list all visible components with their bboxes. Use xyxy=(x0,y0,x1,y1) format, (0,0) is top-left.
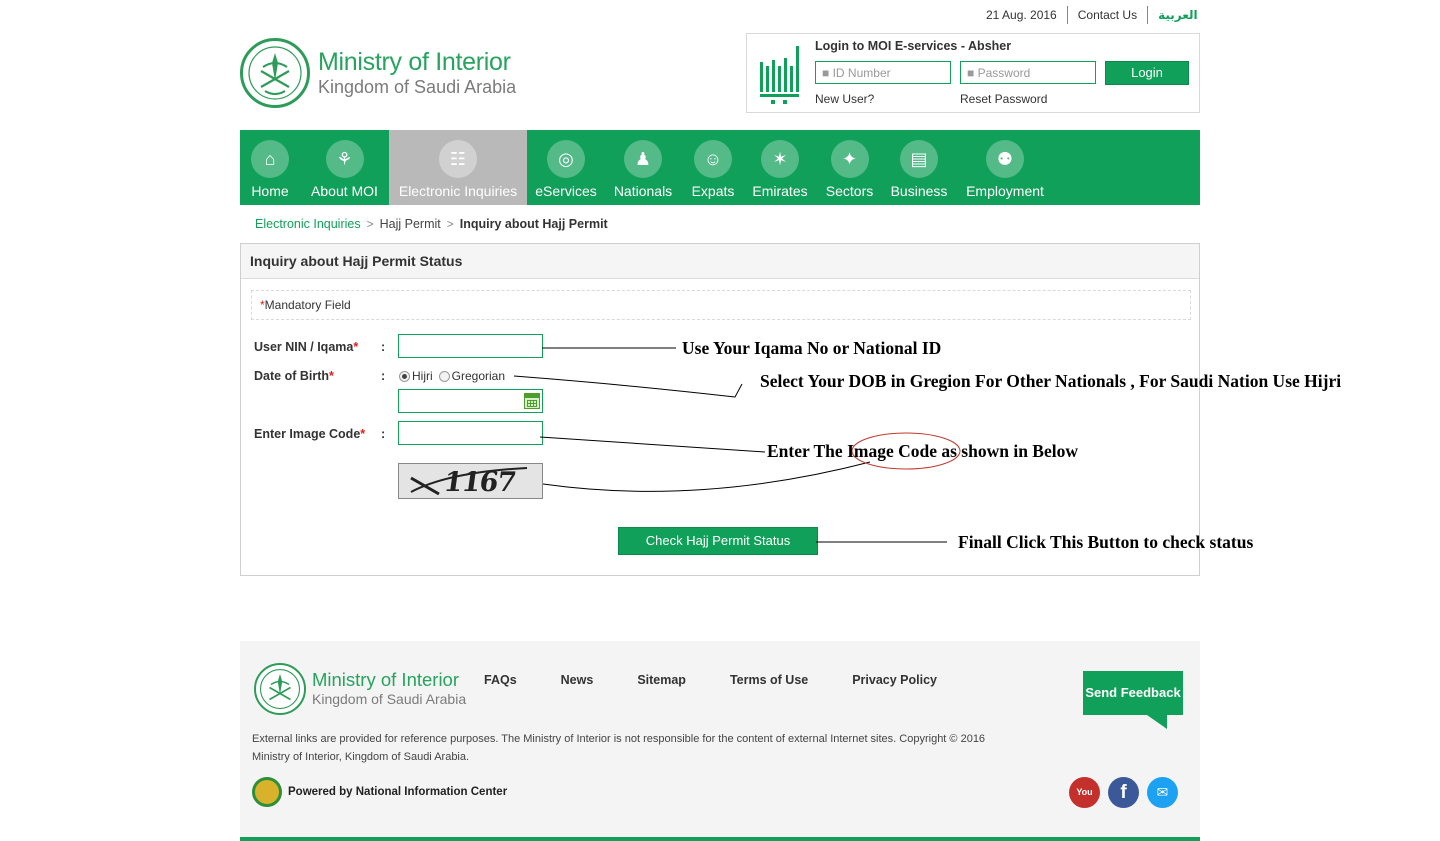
absher-logo-icon xyxy=(757,44,803,106)
site-logo[interactable] xyxy=(240,38,516,108)
home-icon: ⌂ xyxy=(251,140,289,178)
logo-subtitle: Kingdom of Saudi Arabia xyxy=(318,77,517,97)
nav-about-moi[interactable] xyxy=(300,130,389,205)
breadcrumb-electronic-inquiries[interactable]: Electronic Inquiries xyxy=(255,217,361,231)
colon: : xyxy=(381,369,386,383)
powered-by xyxy=(252,777,507,807)
nav-electronic-inquiries[interactable] xyxy=(389,130,527,205)
feedback-tail xyxy=(1147,715,1167,729)
nin-iqama-input[interactable] xyxy=(398,334,543,358)
annotation-image-code-highlight: Image Code xyxy=(847,441,937,461)
annotation-dob: Select Your DOB in Gregion For Other Nationals , For Saudi Nation Use Hijri xyxy=(760,371,1342,391)
lock-icon: ■ xyxy=(967,66,975,80)
footer-links xyxy=(484,673,981,687)
footer-link-privacy[interactable]: Privacy Policy xyxy=(852,673,937,687)
nav-employment[interactable] xyxy=(954,130,1056,205)
image-code-input[interactable] xyxy=(398,421,543,445)
dob-label xyxy=(254,369,334,383)
nav-home[interactable] xyxy=(240,130,300,205)
gregorian-radio[interactable] xyxy=(439,371,450,382)
nav-label: About MOI xyxy=(311,183,378,199)
dob-label-text: Date of Birth xyxy=(254,369,329,383)
logo-title: Ministry of Interior xyxy=(318,48,511,76)
calendar-type-radios xyxy=(399,369,505,383)
breadcrumb-hajj-permit[interactable]: Hajj Permit xyxy=(379,217,441,231)
nav-label: Expats xyxy=(691,183,735,199)
nav-emirates[interactable] xyxy=(745,130,815,205)
expats-icon: ☺ xyxy=(694,140,732,178)
nav-label: Nationals xyxy=(613,183,673,199)
nav-label: Sectors xyxy=(825,183,874,199)
footer-logo-title: Ministry of Interior xyxy=(312,669,460,690)
nic-logo-icon xyxy=(252,777,282,807)
date-of-birth-input[interactable] xyxy=(398,389,543,413)
employment-icon: ⚉ xyxy=(986,140,1024,178)
gregorian-label: Gregorian xyxy=(451,369,506,383)
footer xyxy=(240,641,1200,841)
nin-label-text: User NIN / Iqama xyxy=(254,340,354,354)
youtube-icon[interactable]: You xyxy=(1069,777,1100,808)
hijri-label: Hijri xyxy=(412,369,433,383)
nin-label xyxy=(254,340,358,354)
breadcrumb-current: Inquiry about Hajj Permit xyxy=(459,217,608,231)
main-navigation xyxy=(240,130,1200,205)
new-user-link[interactable]: New User? xyxy=(815,92,875,106)
nav-label: Business xyxy=(890,183,948,199)
arabic-language-link[interactable]: العربية xyxy=(1147,6,1208,24)
password-placeholder: Password xyxy=(977,66,1031,80)
form-title: Inquiry about Hajj Permit Status xyxy=(241,244,1199,279)
calendar-icon[interactable] xyxy=(524,393,540,409)
moi-emblem-icon xyxy=(254,663,306,715)
annotation-image-code-part1: Enter The xyxy=(767,441,848,461)
captcha-text: 1167 xyxy=(441,467,518,498)
chevron-right-icon: > xyxy=(446,217,454,231)
image-code-label xyxy=(254,427,365,441)
footer-logo-subtitle: Kingdom of Saudi Arabia xyxy=(312,691,467,707)
nav-label: Home xyxy=(251,183,289,199)
footer-disclaimer: External links are provided for reference purposes. The Ministry of Interior is not responsible for the content of external Internet sites. Copyright © 2016 Ministry of Interior, Kingdom of Saudi Arabia. xyxy=(252,733,986,763)
colon: : xyxy=(381,340,386,354)
footer-link-terms[interactable]: Terms of Use xyxy=(729,673,809,687)
current-date: 21 Aug. 2016 xyxy=(986,8,1057,22)
annotation-iqama: Use Your Iqama No or National ID xyxy=(682,338,942,358)
globe-icon: ◎ xyxy=(547,140,585,178)
nav-label: eServices xyxy=(535,183,597,199)
nav-eservices[interactable] xyxy=(527,130,605,205)
required-asterisk: * xyxy=(360,427,366,441)
powered-by-text: Powered by National Information Center xyxy=(288,786,508,798)
emirates-icon: ✶ xyxy=(761,140,799,178)
nav-sectors[interactable] xyxy=(815,130,884,205)
captcha-image xyxy=(398,463,543,499)
hijri-radio[interactable] xyxy=(399,371,410,382)
id-number-placeholder: ID Number xyxy=(832,66,891,80)
briefcase-icon: ▤ xyxy=(900,140,938,178)
nav-nationals[interactable] xyxy=(605,130,681,205)
inquiries-icon: ☷ xyxy=(439,140,477,178)
nationals-icon: ♟ xyxy=(624,140,662,178)
nav-expats[interactable] xyxy=(681,130,745,205)
hajj-permit-form-panel xyxy=(240,243,1200,576)
contact-us-link[interactable]: Contact Us xyxy=(1067,6,1147,24)
required-asterisk: * xyxy=(329,369,334,383)
absher-login-box xyxy=(746,33,1200,113)
send-feedback-button[interactable]: Send Feedback xyxy=(1083,671,1183,715)
login-button[interactable]: Login xyxy=(1105,61,1189,85)
check-hajj-permit-button[interactable]: Check Hajj Permit Status xyxy=(618,527,818,555)
reset-password-link[interactable]: Reset Password xyxy=(960,92,1048,106)
nav-label: Electronic Inquiries xyxy=(398,183,518,199)
user-icon: ■ xyxy=(822,66,830,80)
annotation-button: Finall Click This Button to check status xyxy=(958,532,1254,552)
annotation-image-code-part2: as shown in Below xyxy=(936,441,1078,461)
login-title: Login to MOI E-services - Absher xyxy=(815,39,1012,53)
sectors-icon: ✦ xyxy=(831,140,869,178)
required-asterisk: * xyxy=(353,340,359,354)
annotation-image-code xyxy=(767,441,1078,462)
id-number-input[interactable] xyxy=(815,61,951,84)
emblem-icon: ⚘ xyxy=(326,140,364,178)
mandatory-field-note xyxy=(251,290,1191,320)
nav-label: Emirates xyxy=(752,183,808,199)
footer-link-sitemap[interactable]: Sitemap xyxy=(637,673,686,687)
footer-logo[interactable] xyxy=(254,663,466,715)
moi-emblem-icon xyxy=(240,38,310,108)
top-utility-bar xyxy=(980,6,1208,24)
colon: : xyxy=(381,427,386,441)
password-input[interactable] xyxy=(960,61,1096,84)
chevron-right-icon: > xyxy=(366,217,374,231)
facebook-icon[interactable]: f xyxy=(1108,777,1139,808)
required-asterisk: * xyxy=(260,298,265,312)
image-code-label-text: Enter Image Code xyxy=(254,427,361,441)
nav-label: Employment xyxy=(966,183,1044,199)
footer-link-news[interactable]: News xyxy=(560,673,594,687)
breadcrumb xyxy=(255,217,608,231)
footer-link-faqs[interactable]: FAQs xyxy=(484,673,517,687)
nav-business[interactable] xyxy=(884,130,954,205)
twitter-icon[interactable]: ✉ xyxy=(1147,777,1178,808)
mandatory-text: Mandatory Field xyxy=(264,298,351,312)
